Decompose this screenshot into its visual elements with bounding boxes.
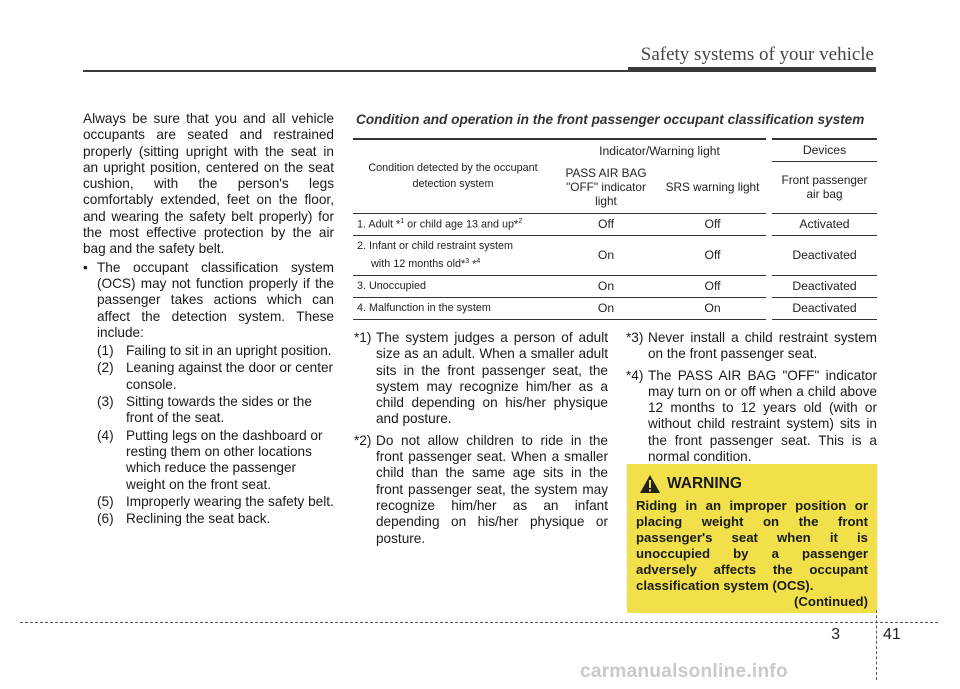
header-indicator: Indicator/Warning light <box>553 139 769 161</box>
page-number-separator <box>876 610 877 680</box>
header-condition: Condition detected by the occupant detection system <box>353 139 553 213</box>
row-device: Activated <box>769 213 877 235</box>
row-pass: On <box>553 297 659 319</box>
list-item: (4) Putting legs on the dashboard or resting them on other locations which reduce the passenger weight on the front seat. <box>97 427 323 492</box>
table-row <box>353 235 877 275</box>
left-column <box>83 111 334 528</box>
ocs-conditions-list <box>83 343 334 527</box>
page-number-value: 41 <box>883 626 901 643</box>
list-item: (1) Failing to sit in an upright position. <box>97 343 332 359</box>
row-srs: On <box>659 297 769 319</box>
table-row <box>353 213 877 235</box>
warning-triangle-icon <box>639 474 661 494</box>
list-item: (2) Leaning against the door or center console. <box>97 360 334 392</box>
header-srs-light: SRS warning light <box>659 161 769 213</box>
chapter-number: 3 <box>831 626 840 643</box>
footnotes-right <box>626 330 877 470</box>
warning-header <box>639 474 868 494</box>
warning-body: Riding in an improper position or placing weight on the front passenger's seat when it is unoccupied by a passenger adversely affects the occupant classification system (OCS). <box>636 498 868 593</box>
table-header-row <box>353 139 877 161</box>
ocs-bullet <box>83 260 334 341</box>
row-device: Deactivated <box>769 235 877 275</box>
header-devices: Devices <box>769 139 877 161</box>
ocs-table <box>353 138 877 320</box>
row-pass: On <box>553 275 659 297</box>
table-row <box>353 275 877 297</box>
ocs-bullet-text: The occupant classification system (OCS) may not function properly if the passenger takes actions which can affect the detection system. These include: <box>97 259 334 340</box>
row-pass: On <box>553 235 659 275</box>
watermark: carmanualsonline.info <box>580 661 788 682</box>
intro-paragraph: Always be sure that you and all vehicle occupants are seated and restrained properly (sitting upright with the seat in an upright position, centered on the seat cushion, with the person's legs comfortably extended, feet on the floor, and wearing the safety belt properly) for the most effective protection by the air bag and the safety belt. <box>83 111 334 257</box>
warning-continued: (Continued) <box>794 594 868 609</box>
footnote: *1) The system judges a person of adult size as an adult. When a smaller adult sits in the front passenger seat, the system may recognize him/her as a child depending on his/her physique and posture. <box>354 330 608 427</box>
row-device: Deactivated <box>769 275 877 297</box>
row-srs: Off <box>659 275 769 297</box>
list-item: (5) Improperly wearing the safety belt. <box>97 493 334 509</box>
row-srs: Off <box>659 235 769 275</box>
row-pass: Off <box>553 213 659 235</box>
warning-title: WARNING <box>667 475 742 492</box>
table-row <box>353 297 877 319</box>
footnotes-left <box>354 330 608 552</box>
footnote: *3) Never install a child restraint system on the front passenger seat. <box>626 330 877 362</box>
warning-box <box>627 464 877 613</box>
footer-rule <box>20 622 938 623</box>
list-item: (3) Sitting towards the sides or the front of the seat. <box>97 394 312 426</box>
row-condition: 3. Unoccupied <box>353 275 553 297</box>
row-srs: Off <box>659 213 769 235</box>
header-pass-airbag: PASS AIR BAG "OFF" indicator light <box>553 161 659 213</box>
list-item: (6) Reclining the seat back. <box>97 511 271 527</box>
row-condition: 1. Adult *$^1$ or child age 13 and up*$^2$ <box>353 213 553 235</box>
row-device: Deactivated <box>769 297 877 319</box>
section-heading: Condition and operation in the front passenger occupant classification system <box>356 112 865 127</box>
header-front-airbag: Front passenger air bag <box>769 161 877 213</box>
bullet-dot: • <box>83 259 88 275</box>
footnote: *2) Do not allow children to ride in the front passenger seat. When a smaller child than the same age sits in the front passenger seat, the system may recognize him/her as an infant depending on his/her physique or posture. <box>354 432 608 546</box>
page-header-title: Safety systems of your vehicle <box>640 44 874 65</box>
row-condition: 4. Malfunction in the system <box>353 297 553 319</box>
footnote: *4) The PASS AIR BAG "OFF" indicator may turn on or off when a child above 12 months to 12 years old (with or without child restraint system) sits in the front passenger seat. This is a normal condition. <box>626 367 877 465</box>
header-rule-accent <box>628 67 876 72</box>
row-condition: 2. Infant or child restraint system with 12 months old*$^3$ *$^4$ <box>353 235 553 275</box>
